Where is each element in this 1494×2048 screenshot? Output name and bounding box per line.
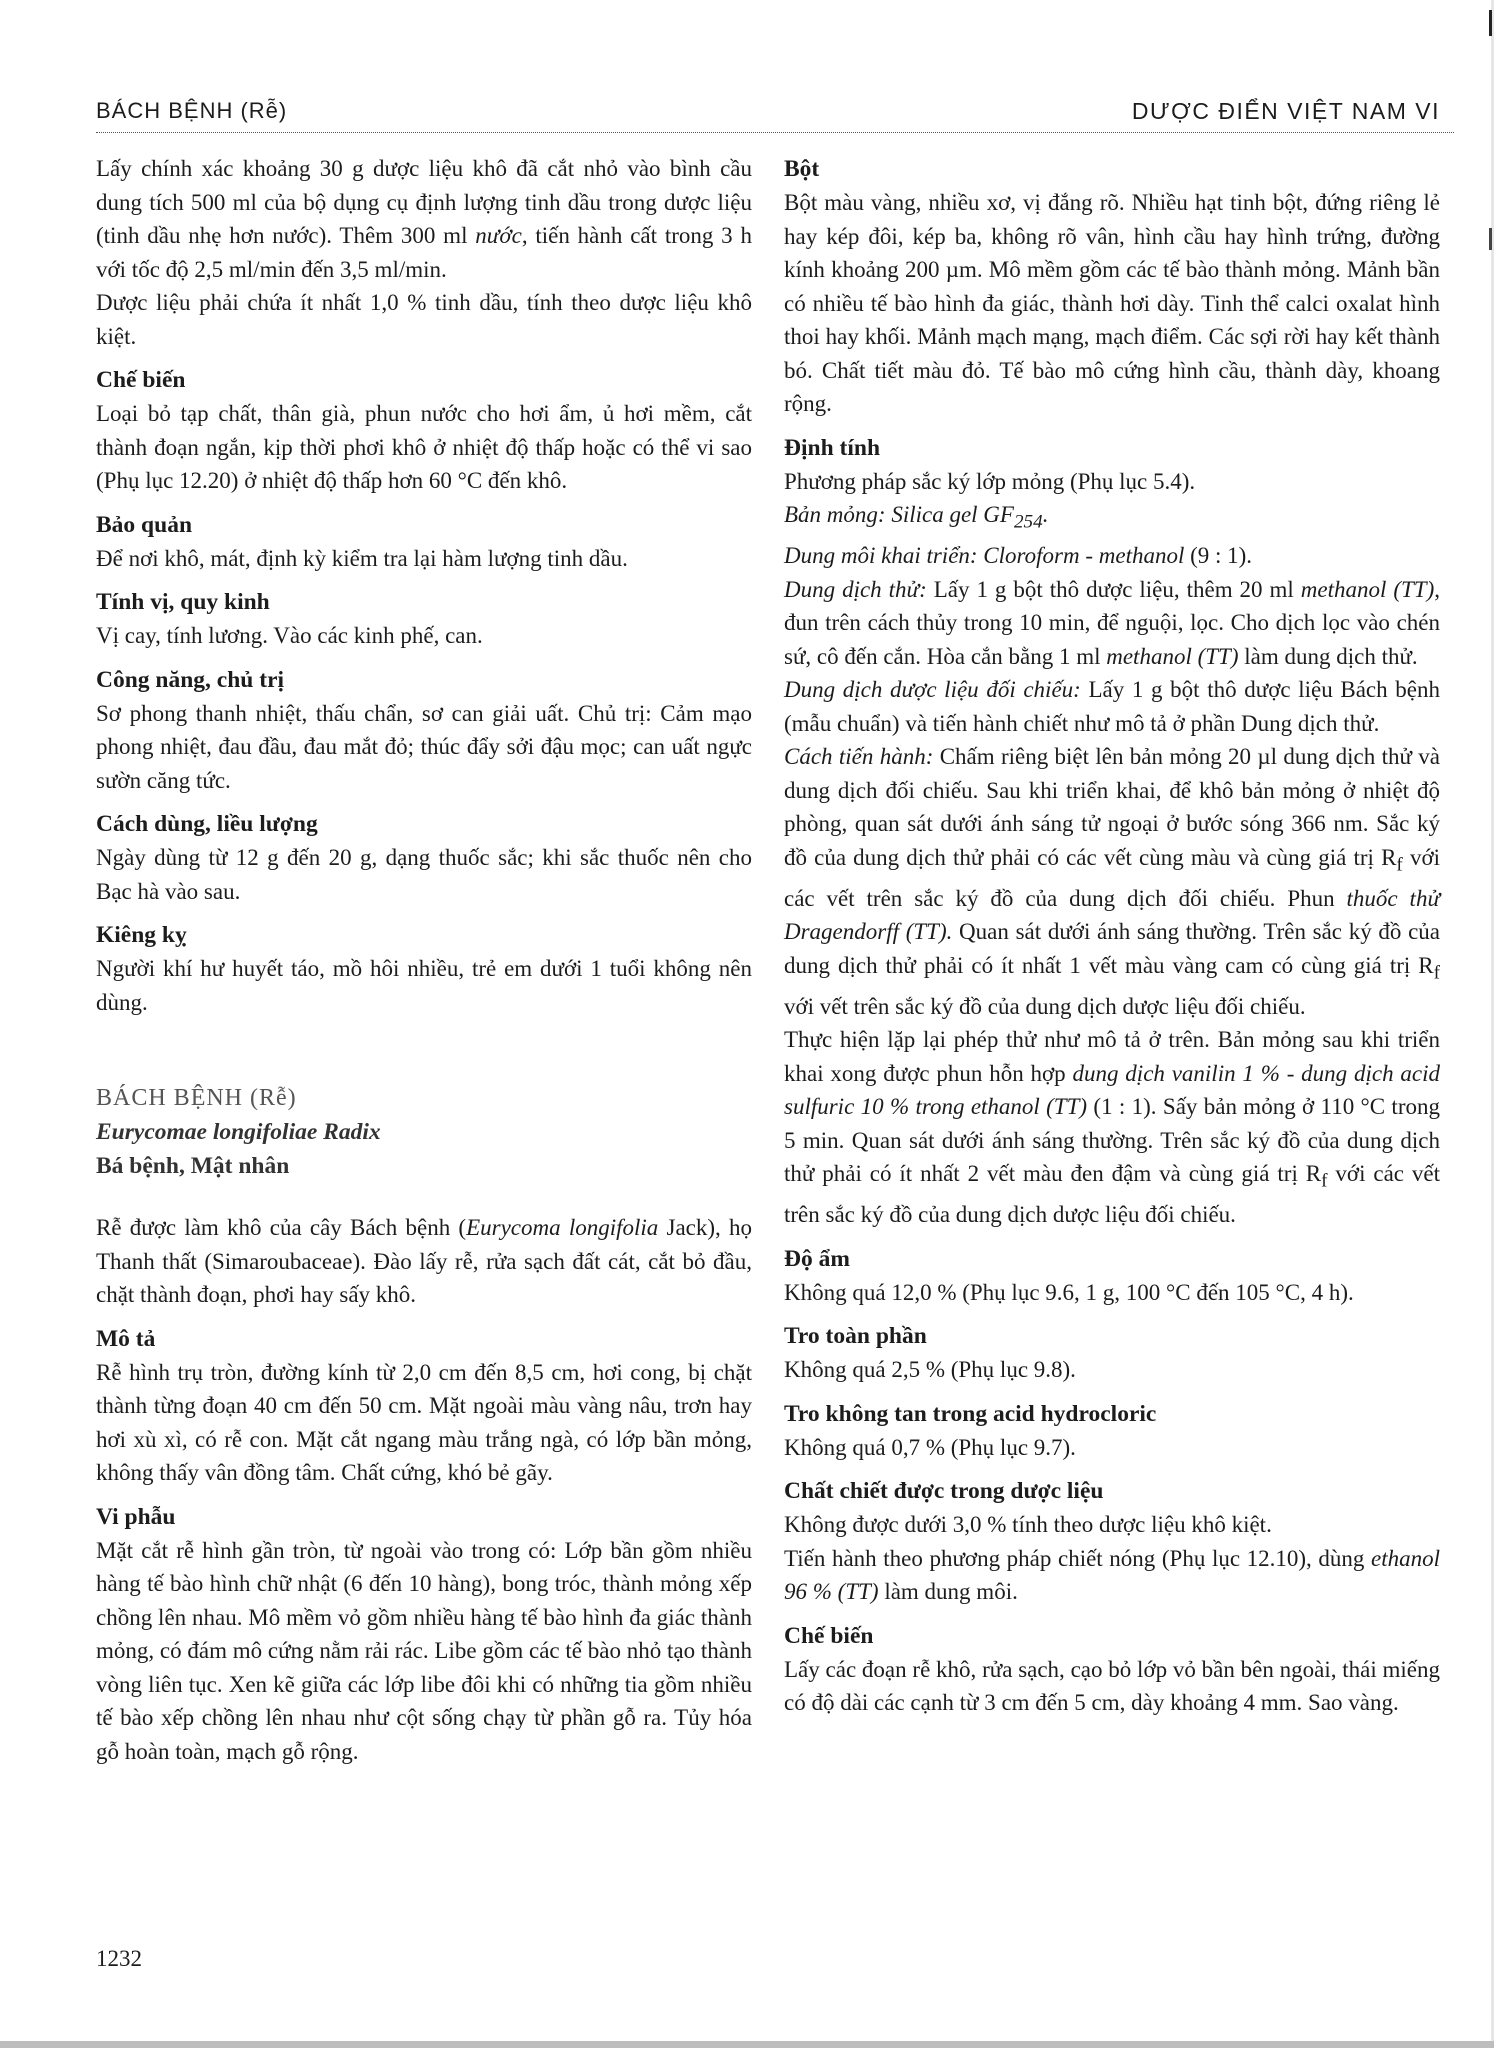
section-heading: Kiêng kỵ bbox=[96, 922, 187, 948]
section-heading: Định tính bbox=[784, 434, 881, 461]
paragraph: Mặt cắt rễ hình gần tròn, từ ngoài vào trong có: Lớp bần gồm nhiều hàng tế bào hình chữ nhật (6 đến 10 hàng), bong tróc, thành mỏng xếp chồng lên nhau. Mô mềm vỏ gồm nhiều hàng tế bào hình đa giác thành mỏng, có đám mô cứng nằm rải rác. Libe gồm các tế bào nhỏ tạo thành vòng liên tục. Xen kẽ giữa các lớp libe đôi khi có những tia gồm nhiều tế bào xếp chồng lên nhau như cột sống chạy từ phần gỗ ra. Tủy hóa gỗ hoàn toàn, mạch gỗ rộng. bbox=[96, 1537, 752, 1764]
scan-artifact bbox=[1489, 10, 1492, 36]
paragraph: Loại bỏ tạp chất, thân già, phun nước cho hơi ẩm, ủ hơi mềm, cắt thành đoạn ngắn, kịp thời phơi khô ở nhiệt độ thấp hoặc có thể vi sao (Phụ lục 12.20) ở nhiệt độ thấp hơn 60 °C đến khô. bbox=[96, 401, 752, 493]
paragraph: Dung dịch dược liệu đối chiếu: Lấy 1 g bột thô dược liệu Bách bệnh (mẫu chuẩn) và tiến hành chiết như mô tả ở phần Dung dịch thử. bbox=[784, 677, 1440, 736]
section-heading: Tro toàn phần bbox=[784, 1323, 927, 1350]
section-heading: Chất chiết được trong dược liệu bbox=[784, 1478, 1104, 1505]
section-heading: Chế biến bbox=[96, 367, 186, 393]
left-column bbox=[96, 152, 752, 1768]
paragraph: Lấy các đoạn rễ khô, rửa sạch, cạo bỏ lớp vỏ bần bên ngoài, thái miếng có độ dài các cạnh từ 3 cm đến 5 cm, dày khoảng 4 mm. Sao vàng. bbox=[784, 1656, 1440, 1716]
section-heading: Công năng, chủ trị bbox=[96, 666, 285, 693]
paragraph: Thực hiện lặp lại phép thử như mô tả ở trên. Bản mỏng sau khi triển khai xong được phun hỗn hợp dung dịch vanilin 1 % - dung dịch acid sulfuric 10 % trong ethanol (TT) (1 : 1). Sấy bản mỏng ở 110 °C trong 5 min. Quan sát dưới ánh sáng thường. Trên sắc ký đồ của dung dịch thử phải có ít nhất 2 vết màu đen đậm và cùng giá trị $R_f$ với các vết trên sắc ký đồ của dung dịch dược liệu đối chiếu. bbox=[784, 1027, 1441, 1228]
paragraph: Dung môi khai triển: Cloroform - methanol (9 : 1). bbox=[784, 543, 1253, 569]
section-heading: Bột bbox=[784, 156, 820, 182]
page-number: 1232 bbox=[96, 1946, 142, 1971]
running-head bbox=[96, 98, 1454, 132]
paragraph: Cách tiến hành: Chấm riêng biệt lên bản mỏng 20 µl dung dịch thử và dung dịch đối chiếu. Sau khi triển khai, để khô bản mỏng ở nhiệt độ phòng, quan sát dưới ánh sáng tử ngoại ở bước sóng 366 nm. Sắc ký đồ của dung dịch thử phải có các vết cùng màu và cùng giá trị $R_f$ với các vết trên sắc ký đồ của dung dịch đối chiếu. Phun thuốc thử Dragendorff (TT). Quan sát dưới ánh sáng thường. Trên sắc ký đồ của dung dịch thử phải có ít nhất 1 vết màu vàng cam có cùng giá trị $R_f$ với vết trên sắc ký đồ của dung dịch dược liệu đối chiếu. bbox=[784, 744, 1441, 1019]
paragraph: Rễ được làm khô của cây Bách bệnh (Eurycoma longifolia Jack), họ Thanh thất (Simaroubaceae). Đào lấy rễ, rửa sạch đất cát, cắt bỏ đầu, chặt thành đoạn, phơi hay sấy khô. bbox=[96, 1215, 752, 1307]
header-rule bbox=[96, 132, 1454, 133]
paragraph: Bột màu vàng, nhiều xơ, vị đắng rõ. Nhiều hạt tinh bột, đứng riêng lẻ hay kép đôi, kép ba, không rõ vân, hình cầu hay hình trứng, đường kính khoảng 200 µm. Mô mềm gồm các tế bào thành mỏng. Mảnh bần có nhiều tế bào hình đa giác, thành hơi dày. Tinh thể calci oxalat hình thoi hay khối. Mảnh mạch mạng, mạch điểm. Các sợi rời hay kết thành bó. Chất tiết màu đỏ. Tế bào mô cứng hình cầu, thành dày, khoang rộng. bbox=[784, 190, 1440, 416]
running-head-left: BÁCH BỆNH (Rễ) bbox=[96, 98, 288, 123]
monograph-common-names: Bá bệnh, Mật nhân bbox=[96, 1153, 290, 1179]
section-heading: Mô tả bbox=[96, 1325, 156, 1352]
monograph-header bbox=[96, 1081, 752, 1183]
section-heading: Tro không tan trong acid hydrocloric bbox=[784, 1400, 1157, 1427]
paragraph: Không quá 2,5 % (Phụ lục 9.8). bbox=[784, 1357, 1076, 1383]
paragraph: Để nơi khô, mát, định kỳ kiểm tra lại hàm lượng tinh dầu. bbox=[96, 545, 628, 571]
paragraph: Không quá 0,7 % (Phụ lục 9.7). bbox=[784, 1434, 1076, 1460]
paragraph: Tiến hành theo phương pháp chiết nóng (Phụ lục 12.10), dùng ethanol 96 % (TT) làm dung môi. bbox=[784, 1545, 1440, 1605]
paragraph: Dược liệu phải chứa ít nhất 1,0 % tinh dầu, tính theo dược liệu khô kiệt. bbox=[96, 290, 752, 349]
section-heading: Cách dùng, liều lượng bbox=[96, 811, 318, 837]
paragraph: Vị cay, tính lương. Vào các kinh phế, can. bbox=[96, 623, 483, 648]
scan-artifact bbox=[1489, 228, 1492, 250]
right-column bbox=[784, 152, 1440, 1720]
running-head-right: DƯỢC ĐIỂN VIỆT NAM VI bbox=[1131, 98, 1440, 124]
paragraph: Không được dưới 3,0 % tính theo dược liệu khô kiệt. bbox=[784, 1512, 1272, 1538]
paragraph: Không quá 12,0 % (Phụ lục 9.6, 1 g, 100 °C đến 105 °C, 4 h). bbox=[784, 1279, 1354, 1305]
section-heading: Tính vị, quy kinh bbox=[96, 589, 270, 615]
section-heading: Bảo quản bbox=[96, 511, 193, 538]
scan-edge bbox=[0, 2041, 1494, 2048]
section-heading: Vi phẫu bbox=[96, 1503, 176, 1530]
paragraph: Phương pháp sắc ký lớp mỏng (Phụ lục 5.4). bbox=[784, 468, 1196, 494]
paragraph: Lấy chính xác khoảng 30 g dược liệu khô đã cắt nhỏ vào bình cầu dung tích 500 ml của bộ dụng cụ định lượng tinh dầu trong dược liệu (tinh dầu nhẹ hơn nước). Thêm 300 ml nước, tiến hành cất trong 3 h với tốc độ 2,5 ml/min đến 3,5 ml/min. bbox=[96, 156, 752, 282]
paragraph: Dung dịch thử: Lấy 1 g bột thô dược liệu, thêm 20 ml methanol (TT), đun trên cách thủy trong 10 min, để nguội, lọc. Cho dịch lọc vào chén sứ, cô đến cắn. Hòa cắn bằng 1 ml methanol (TT) làm dung dịch thử. bbox=[784, 576, 1440, 669]
paragraph: Sơ phong thanh nhiệt, thấu chẩn, sơ can giải uất. Chủ trị: Cảm mạo phong nhiệt, đau đầu, đau mắt đỏ; thúc đẩy sởi đậu mọc; can uất ngực sườn căng tức. bbox=[96, 700, 752, 793]
monograph-title: BÁCH BỆNH (Rễ) bbox=[96, 1085, 297, 1111]
section-heading: Chế biến bbox=[784, 1622, 874, 1649]
paragraph: Người khí hư huyết táo, mồ hôi nhiều, trẻ em dưới 1 tuổi không nên dùng. bbox=[96, 956, 752, 1015]
paragraph: Rễ hình trụ tròn, đường kính từ 2,0 cm đến 8,5 cm, hơi cong, bị chặt thành từng đoạn 40 cm đến 50 cm. Mặt ngoài màu vàng nâu, trơn hay hơi xù xì, có rễ con. Mặt cắt ngang màu trắng ngà, có lớp bần mỏng, không thấy vân đồng tâm. Chất cứng, khó bẻ gãy. bbox=[96, 1359, 752, 1485]
monograph-latin-name: Eurycomae longifoliae Radix bbox=[96, 1119, 381, 1145]
paragraph: Bản mỏng: Silica gel $GF_{254}$. bbox=[784, 502, 1049, 533]
section-heading: Độ ẩm bbox=[784, 1245, 850, 1272]
paragraph: Ngày dùng từ 12 g đến 20 g, dạng thuốc sắc; khi sắc thuốc nên cho Bạc hà vào sau. bbox=[96, 845, 752, 904]
